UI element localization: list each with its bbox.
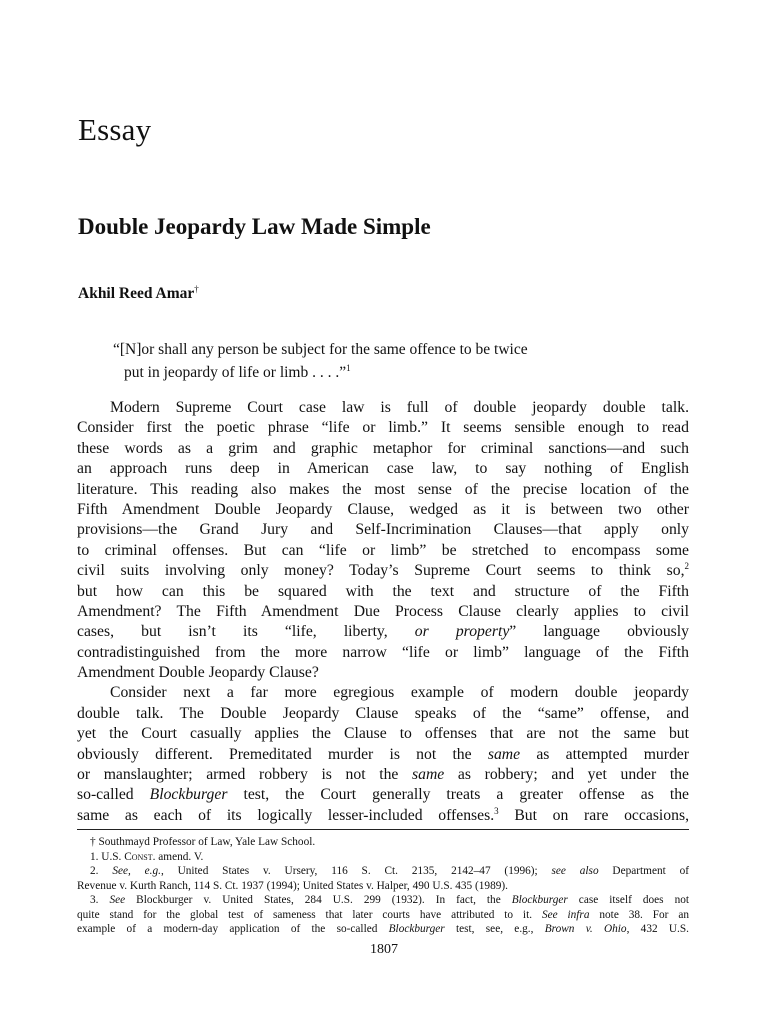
- signal: see also: [551, 865, 599, 877]
- case-name: Brown v. Ohio: [544, 923, 627, 935]
- body-line: Fifth Amendment Double Jeopardy Clause, wedged as it is between two other: [77, 500, 689, 518]
- case-name: Blockburger: [388, 923, 445, 935]
- case-name: Blockburger: [511, 894, 568, 906]
- epigraph: [113, 341, 673, 382]
- footnotes: [77, 835, 689, 937]
- body-line-text: or manslaughter; armed robbery is not the: [77, 766, 413, 784]
- body-line: Amendment Double Jeopardy Clause?: [77, 664, 319, 682]
- body-line: [77, 745, 689, 765]
- author-footnote-mark[interactable]: †: [194, 284, 199, 294]
- body-line: Consider first the poetic phrase “life or limb.” It seems sensible enough to read: [77, 419, 689, 437]
- article-body: [77, 398, 689, 826]
- epigraph-line-2: [113, 359, 673, 382]
- footnote-3-cont: [77, 922, 689, 937]
- footnote-divider: [77, 829, 689, 830]
- body-line: yet the Court casually applies the Clause to offenses that are not the same but: [77, 725, 689, 743]
- emphasis: same: [412, 766, 445, 784]
- body-line: double talk. The Double Jeopardy Clause speaks of the “same” offense, and: [77, 704, 689, 722]
- signal: See: [109, 894, 126, 906]
- body-line-text: ” language obviously: [509, 623, 689, 641]
- body-line-text: cases, but isn’t its “life, liberty,: [77, 623, 415, 641]
- footnote-dagger: † Southmayd Professor of Law, Yale Law School.: [90, 836, 316, 848]
- footnote-ref-1[interactable]: 1: [346, 363, 351, 373]
- footnote-text: 2.: [90, 865, 113, 877]
- footnote-text: , 432 U.S.: [626, 923, 689, 935]
- body-line: contradistinguished from the more narrow “life or limb” language of the Fifth: [77, 643, 689, 661]
- body-line: [77, 622, 689, 642]
- footnote-text: note 38. For an: [589, 908, 689, 921]
- footnote-3-cont: [77, 908, 689, 923]
- body-line: [77, 765, 689, 785]
- body-line: Modern Supreme Court case law is full of double jeopardy double talk.: [110, 399, 689, 416]
- epigraph-line-1: “[N]or shall any person be subject for the same offence to be twice: [113, 341, 528, 358]
- body-line: an approach runs deep in American case law, to say nothing of English: [77, 460, 689, 478]
- footnote-text: example of a modern-day application of the so-called: [77, 923, 389, 935]
- body-line-text: civil suits involving only money? Today’s Supreme Court seems to think so,: [77, 562, 685, 580]
- body-line: [77, 561, 689, 581]
- footnote-text: , United States v. Ursery, 116 S. Ct. 2135, 2142–47 (1996);: [160, 865, 552, 877]
- body-line-text: as attempted murder: [520, 745, 689, 763]
- section-label: Essay: [78, 112, 152, 147]
- body-line: [77, 806, 689, 826]
- footnote-text: Blockburger v. United States, 284 U.S. 299 (1932). In fact, the: [125, 894, 512, 906]
- footnote-ref-2[interactable]: 2: [684, 561, 689, 572]
- footnote-text: Department of: [598, 865, 689, 877]
- footnote-3: [77, 893, 689, 908]
- footnote-text: . amend. V.: [152, 850, 204, 863]
- footnote-small-caps: onst: [131, 850, 153, 863]
- body-line-text: so-called: [77, 786, 150, 804]
- author-name: Akhil Reed Amar: [78, 285, 195, 302]
- body-line: Consider next a far more egregious example of modern double jeopardy: [110, 684, 689, 702]
- author-line: [78, 284, 199, 303]
- page-number: 1807: [370, 942, 398, 957]
- footnote-text: quite stand for the global test of sameness that later courts have attributed to it.: [77, 908, 542, 921]
- body-line: literature. This reading also makes the most sense of the precise location of the: [77, 480, 689, 498]
- emphasis: same: [487, 745, 521, 763]
- signal: See infra: [541, 908, 590, 921]
- footnote-text: 3.: [90, 894, 110, 906]
- body-line: provisions—the Grand Jury and Self-Incrimination Clauses—that apply only: [77, 521, 689, 539]
- body-line: these words as a grim and graphic metaphor for criminal sanctions—and such: [77, 439, 689, 457]
- body-line: but how can this be squared with the text and structure of the Fifth: [77, 582, 689, 600]
- case-name: Blockburger: [149, 786, 228, 804]
- footnote-2: [77, 864, 689, 879]
- body-line-text: test, the Court generally treats a greater offense as the: [227, 786, 689, 804]
- footnote-text: 1. U.S. C: [90, 850, 132, 863]
- body-line: Amendment? The Fifth Amendment Due Process Clause clearly applies to civil: [77, 602, 689, 620]
- body-line-text: But on rare occasions,: [498, 806, 689, 824]
- body-line-text: same as each of its logically lesser-included offenses.: [77, 806, 495, 824]
- article-title: Double Jeopardy Law Made Simple: [78, 214, 431, 239]
- signal: See, e.g.: [112, 865, 161, 877]
- body-line: to criminal offenses. But can “life or limb” be stretched to encompass some: [77, 541, 689, 559]
- body-line: [77, 785, 689, 805]
- body-line-text: obviously different. Premeditated murder is not the: [77, 745, 488, 763]
- footnote-2-cont: Revenue v. Kurth Ranch, 114 S. Ct. 1937 (1994); United States v. Halper, 490 U.S. 435 (1989).: [77, 879, 508, 892]
- footnote-1: [77, 850, 689, 865]
- body-line-text: as robbery; and yet under the: [444, 766, 689, 784]
- footnote-text: test, see, e.g.,: [444, 923, 545, 935]
- footnote-text: case itself does not: [567, 894, 690, 906]
- epigraph-line-2-text: put in jeopardy of life or limb . . . .”: [124, 364, 347, 381]
- footnote-ref-3[interactable]: 3: [494, 805, 499, 816]
- emphasis: or property: [414, 623, 510, 641]
